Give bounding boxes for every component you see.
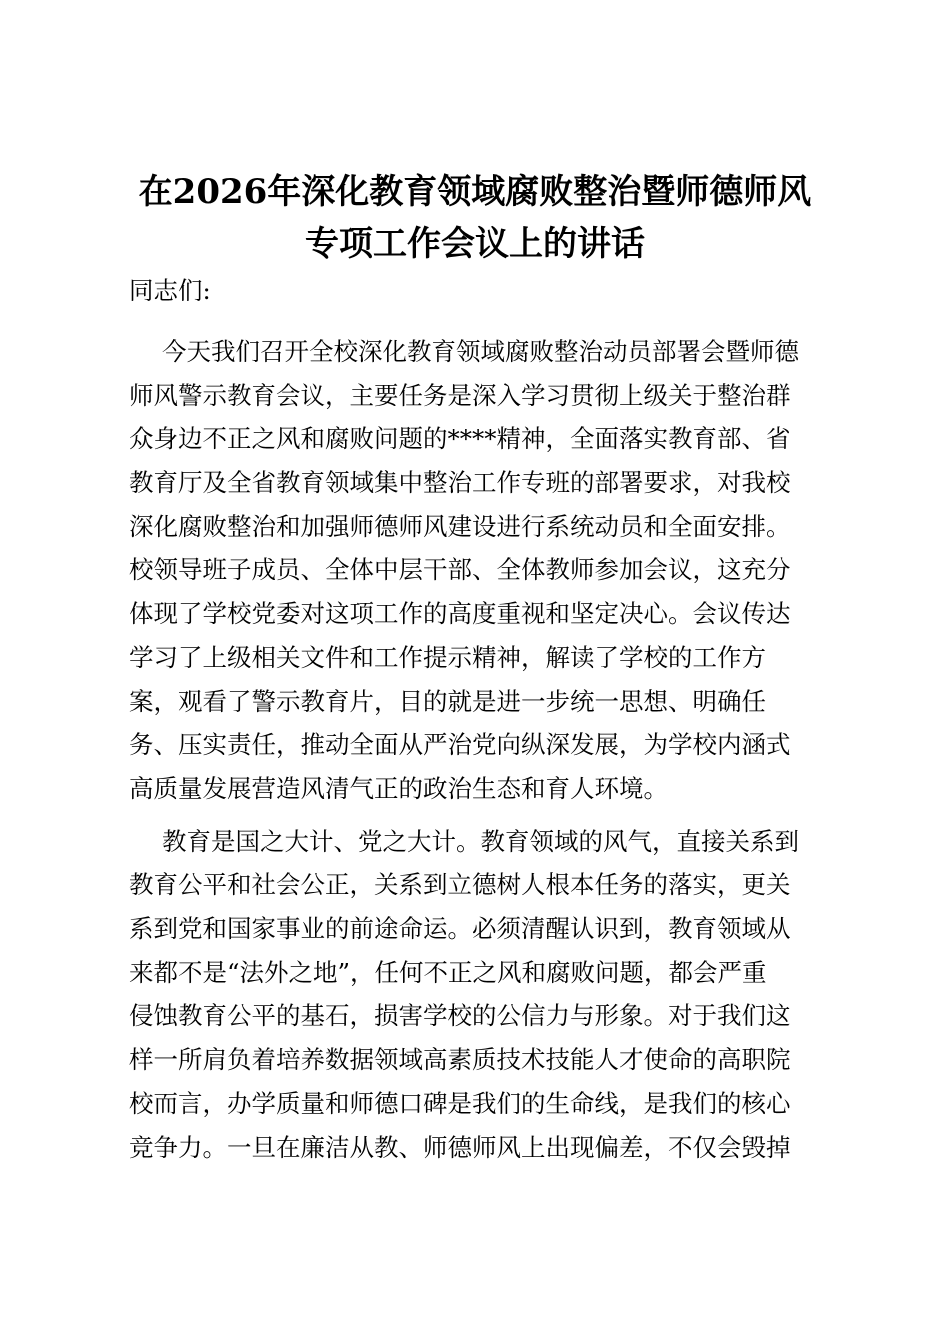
paragraph-2-line: 教育是国之大计、党之大计。教育领域的风气，直接关系到 — [162, 827, 799, 856]
paragraph-1-line: 教育厅及全省教育领域集中整治工作专班的部署要求，对我校 — [129, 468, 791, 497]
paragraph-1-line: 今天我们召开全校深化教育领域腐败整治动员部署会暨师德 — [162, 337, 799, 366]
paragraph-1-line: 校领导班子成员、全体中层干部、全体教师参加会议，这充分 — [129, 555, 791, 584]
paragraph-1-line: 案，观看了警示教育片，目的就是进一步统一思想、明确任 — [129, 687, 766, 716]
document-title-line-1: 在2026年深化教育领域腐败整治暨师德师风 — [138, 172, 812, 212]
paragraph-2-line: 系到党和国家事业的前途命运。必须清醒认识到，教育领域从 — [129, 914, 791, 943]
paragraph-1-line: 务、压实责任，推动全面从严治党向纵深发展，为学校内涵式 — [129, 730, 791, 759]
paragraph-2-line: 侵蚀教育公平的基石，损害学校的公信力与形象。对于我们这 — [129, 1001, 791, 1030]
paragraph-2-line: 样一所肩负着培养数据领域高素质技术技能人才使命的高职院 — [129, 1045, 791, 1074]
document-title-line-2: 专项工作会议上的讲话 — [305, 224, 645, 264]
paragraph-2-line: 教育公平和社会公正，关系到立德树人根本任务的落实，更关 — [129, 870, 791, 899]
paragraph-1-line: 体现了学校党委对这项工作的高度重视和坚定决心。会议传达 — [129, 599, 791, 628]
paragraph-1-line: 高质量发展营造风清气正的政治生态和育人环境。 — [129, 774, 668, 803]
paragraph-1-line: 众身边不正之风和腐败问题的****精神，全面落实教育部、省 — [129, 424, 791, 453]
paragraph-1-line: 师风警示教育会议，主要任务是深入学习贯彻上级关于整治群 — [129, 381, 791, 410]
paragraph-1-line: 深化腐败整治和加强师德师风建设进行系统动员和全面安排。 — [129, 512, 791, 541]
paragraph-2-line: 来都不是“法外之地”，任何不正之风和腐败问题，都会严重 — [129, 958, 767, 987]
paragraph-2-line: 校而言，办学质量和师德口碑是我们的生命线，是我们的核心 — [129, 1089, 791, 1118]
paragraph-2-line: 竞争力。一旦在廉洁从教、师德师风上出现偏差，不仅会毁掉 — [129, 1133, 791, 1162]
salutation: 同志们: — [129, 276, 211, 305]
paragraph-1-line: 学习了上级相关文件和工作提示精神，解读了学校的工作方 — [129, 643, 766, 672]
